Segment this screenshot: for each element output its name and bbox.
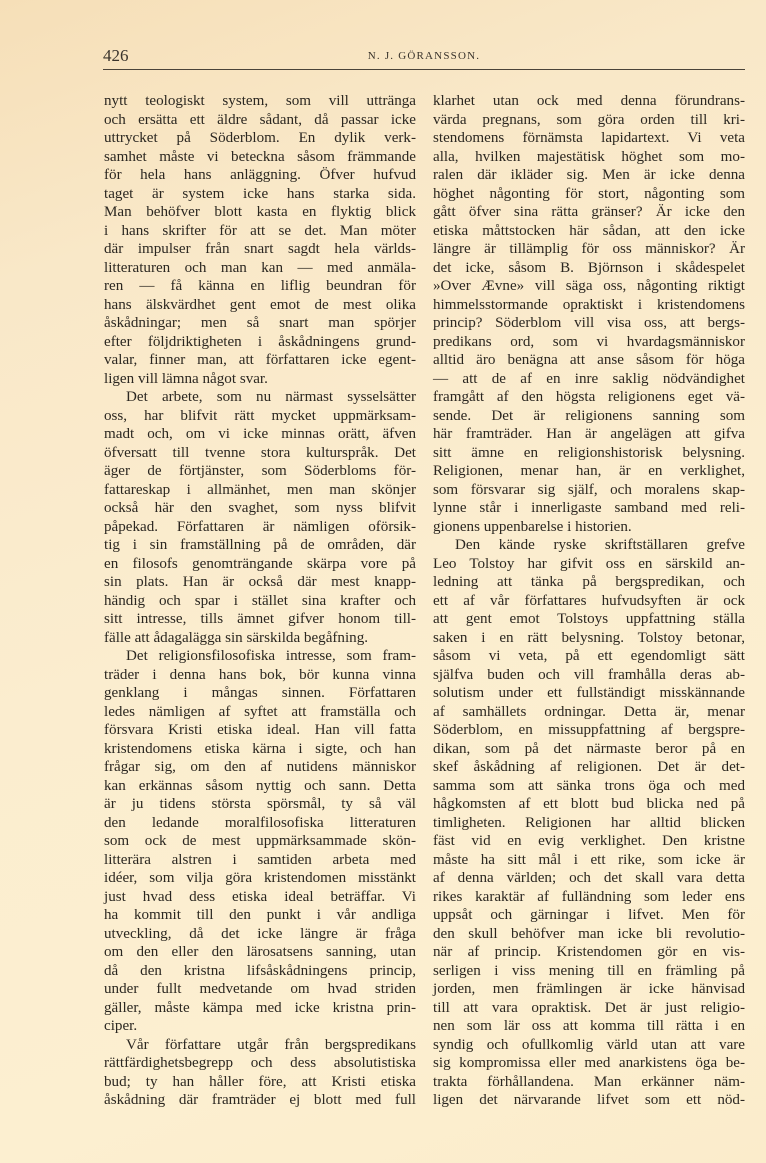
text-line: fälle att ådagalägga sin särskilda begåfning.	[104, 629, 369, 646]
text-line: i hans skrifter för att se det. Man möter	[104, 222, 416, 239]
page-number: 426	[103, 46, 129, 65]
text-line: den skull behöfver man icke bli revolutio-	[433, 925, 745, 942]
text-line: ett af vår författares hufvudsyften är ock	[433, 592, 745, 609]
text-line: af denna världen; och det skall vara detta	[433, 870, 745, 886]
text-line: alla, hvilken majestätisk höghet som mo-	[433, 148, 745, 165]
text-line: gått öfver sina rätta gränser? Är icke den	[433, 204, 745, 220]
text-line: samma som att sänka trons öga och med	[433, 777, 745, 794]
text-line: äger de förtjänster, som Söderbloms för-	[104, 463, 416, 479]
text-line: för hela hans anläggning. Öfver hufvud	[104, 167, 416, 183]
text-line: valar, finner man, att författaren icke egent-	[104, 352, 416, 368]
text-line: längre är tillämplig för oss människor? Är	[433, 241, 745, 257]
left-column	[104, 92, 416, 1110]
text-line: gionens uppenbarelse i historien.	[433, 518, 632, 535]
text-line: nytt teologiskt system, som vill uttränga	[104, 93, 416, 109]
text-line: till att vara opraktisk. Det är just religio-	[433, 999, 745, 1016]
text-line: sende. Det är religionens sanning som	[433, 407, 745, 424]
text-line: fattareskap i allmänhet, men man skönjer	[104, 481, 416, 498]
text-line: är ju tidens största spörsmål, ty så väl	[104, 796, 416, 812]
text-line: timligheten. Religionen har alltid blicken	[433, 814, 745, 831]
text-line: stendomens förnämsta lapidartext. Vi veta	[433, 130, 745, 146]
text-line: där impulser från snart sagdt hela världs-	[104, 241, 416, 257]
text-line: försvara Kristi etiska ideal. Han vill fatta	[104, 722, 416, 738]
text-line: samhet måste vi beteckna såsom främmande	[104, 148, 416, 165]
text-line: ledes nämligen af syftet att framställa och	[104, 703, 416, 720]
text-line: bud; ty han håller före, att Kristi etiska	[104, 1073, 416, 1090]
text-line: åskådning där framträder ej blott med full	[104, 1092, 416, 1108]
text-line: sin plats. Han är också där mest knapp-	[104, 574, 416, 590]
text-line: madt och, om vi icke minnas orätt, äfven	[104, 426, 416, 442]
text-line: tig i sin framställning på de områden, där	[104, 537, 416, 553]
text-line: trakta förhållandena. Man erkänner näm-	[433, 1073, 745, 1090]
text-line: också här den svaghet, som nyss blifvit	[104, 500, 416, 516]
text-line: såsom vi veta, på ett egendomligt sätt	[433, 648, 745, 664]
text-line: Det arbete, som nu närmast sysselsätter	[126, 389, 416, 405]
text-line: träder i denna hans bok, bör kunna vinna	[104, 666, 416, 683]
text-line: rättfärdighetsbegrepp och dess absolutistiska	[104, 1055, 416, 1071]
text-line: taget är system icke hans starka sida.	[104, 185, 416, 202]
text-line: serligen i viss mening till en främling på	[433, 962, 745, 979]
text-line: den ledande moralfilosofiska litteraturen	[104, 814, 416, 831]
text-line: att gent emot Tolstoys uppfattning ställa	[433, 611, 745, 627]
text-line: efter följdriktigheten i åskådningens grund-	[104, 333, 416, 350]
text-line: litterära alstren i samtiden arbeta med	[104, 851, 416, 868]
text-line: uppsåt och gärningar i lifvet. Men för	[433, 907, 745, 923]
text-line: solutism under ett fullständigt misskännande	[433, 685, 745, 701]
text-line: jorden, men främlingen är icke hänvisad	[433, 981, 745, 997]
text-line: utveckling, då det icke längre är fråga	[104, 925, 416, 942]
text-line: genklang i mångas sinnen. Författaren	[104, 685, 416, 701]
text-line: en filosofs genomträngande skärpa vore på	[104, 555, 416, 572]
text-line: måste ha sitt mål i ett rike, som icke är	[433, 851, 745, 868]
text-line: sitt intresse, tills ämnet gifver honom till-	[104, 611, 416, 627]
header-rule	[103, 69, 745, 70]
text-line: och ersätta ett äldre sådant, då passar icke	[104, 111, 416, 128]
text-line: Leo Tolstoy har gifvit oss en särskild an-	[433, 555, 745, 572]
text-line: nen som lär oss att komma till rätta i en	[433, 1018, 745, 1034]
text-line: själfva buden och vill framhålla deras ab-	[433, 666, 745, 683]
text-line: ligen vill lämna något svar.	[104, 370, 268, 387]
text-line: värda pregnans, som göra orden till kri-	[433, 111, 745, 128]
text-line: Religionen, menar han, är en verklighet,	[433, 463, 745, 479]
text-line: ralen där ikläder sig. Men är icke denna	[433, 167, 745, 183]
text-line: just hvad dess etiska ideal beträffar. Vi	[104, 888, 416, 905]
text-line: händig och spar i stället sina krafter och	[104, 592, 416, 609]
text-line: hågkomsten af ett blott bud blicka ned på	[433, 796, 745, 812]
text-line: när af princip. Kristendomen gör en vis-	[433, 944, 745, 960]
text-line: etiska måttstocken här sådan, att den icke	[433, 222, 745, 239]
text-line: då den kristna lifsåskådningens princip,	[104, 962, 416, 979]
text-line: Vår författare utgår från bergspredikans	[126, 1036, 416, 1053]
text-line: höghet någonting för stort, någonting som	[433, 185, 745, 202]
text-line: »Over Ævne» vill säga oss, någonting riktigt	[433, 278, 745, 294]
text-line: af samhällets ordningar. Detta är, menar	[433, 703, 745, 720]
text-line: ciper.	[104, 1018, 138, 1034]
text-line: saken i en rätt belysning. Tolstoy betonar,	[433, 629, 745, 646]
text-line: ren — få känna en liflig beundran för	[104, 278, 416, 294]
text-line: påpekad. Författaren är nämligen oförsik-	[104, 518, 416, 535]
text-line: det icke, såsom B. Björnson i skådespelet	[433, 259, 745, 276]
text-line: Man behöfver blott kasta en flyktig blick	[104, 204, 416, 220]
text-line: skef åskådning af religionen. Det är det-	[433, 759, 745, 775]
text-line: framgått af den högsta religionens eget vä-	[433, 389, 745, 405]
text-line: ha kommit till den punkt i vår andliga	[104, 907, 416, 923]
text-line: Söderblom, en missuppfattning af bergspre-	[433, 722, 745, 738]
text-line: klarhet utan ock med denna förundrans-	[433, 93, 745, 109]
text-line: rikes karaktär af fulländning som leder ens	[433, 888, 745, 905]
text-line: lynne står i innerligaste samband med reli-	[433, 500, 745, 516]
text-line: princip? Söderblom vill visa oss, att bergs-	[433, 315, 745, 331]
text-line: himmelsstormande opraktiskt i kristendomens	[433, 296, 745, 313]
text-line: åskådningar; men så snart man spörjer	[104, 315, 416, 331]
text-line: uttrycket på Söderblom. En dylik verk-	[104, 130, 416, 146]
text-line: öfversatt till tvenne stora kulturspråk. Det	[104, 444, 416, 461]
text-line: som försvarar sig själf, och moralens skap-	[433, 481, 745, 498]
text-line: frågar sig, om den af nutidens människor	[104, 759, 416, 775]
text-line: — att de af en inre saklig nödvändighet	[433, 370, 745, 387]
text-line: syndig och ofullkomlig värld utan att vare	[433, 1036, 745, 1053]
running-title: N. J. GÖRANSSON.	[367, 50, 481, 62]
text-line: gäller, måste kämpa med icke kristna prin-	[104, 999, 416, 1016]
text-line: om den eller den lärosatsens sanning, utan	[104, 944, 416, 960]
text-line: ledning att tänka på bergspredikan, och	[433, 574, 745, 590]
text-line: kristendomens etiska kärna i sigte, och han	[104, 740, 416, 757]
text-line: sitt ämne en religionshistorisk belysning.	[433, 444, 745, 461]
text-line: ligen det närvarande lifvet som ett nöd-	[433, 1092, 745, 1108]
text-line: oss, har blifvit rätt mycket uppmärksam-	[104, 407, 416, 424]
text-line: kan erkännas såsom nyttig och sann. Detta	[104, 777, 416, 794]
text-line: hans älskvärdhet gent emot de mest olika	[104, 296, 416, 313]
text-line: fäst vid en evig verklighet. Den kristne	[433, 833, 745, 849]
text-line: dikan, som på det närmaste beror på en	[433, 740, 745, 757]
text-line: sig kompromissa eller med anarkistens öga be-	[433, 1055, 745, 1071]
right-column	[433, 92, 745, 1110]
text-line: Den kände ryske skriftställaren grefve	[455, 537, 745, 553]
text-line: idéer, som vilja göra kristendomen misstänkt	[104, 870, 416, 886]
text-line: Det religionsfilosofiska intresse, som fram-	[126, 648, 416, 664]
text-line: som ock de mest uppmärksammade skön-	[104, 833, 416, 849]
text-line: under fullt medvetande om hvad striden	[104, 981, 416, 997]
text-line: litteraturen och man kan — med anmäla-	[104, 259, 416, 276]
running-head	[103, 46, 745, 68]
text-line: predikans ord, som vi hvardagsmänniskor	[433, 333, 745, 350]
text-line: alltid äro benägna att anse såsom för höga	[433, 352, 745, 368]
text-line: här framträder. Han är angelägen att gifva	[433, 426, 745, 442]
